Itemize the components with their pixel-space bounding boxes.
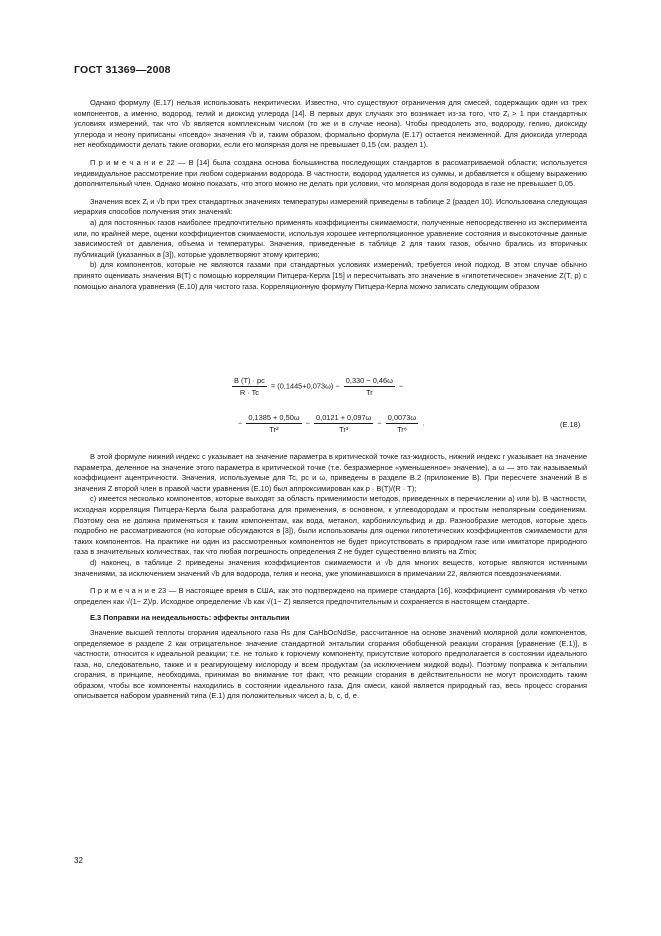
list-item-b: b) для компонентов, которые не являются газами при стандартных условиях измерений, требуется иной подход. В этом случае обычно принято оценивать значения B(T) с помощью корреляции Питцера-Керла [15] и пересчитывать это значение в «гипотетическое» значение Z(T, p) с помощью аналога уравнения (Е.10) для чистого газа. Корреляционную формулу Питцера-Керла можно записать следующим образом [74, 260, 587, 291]
list-item-a: а) для постоянных газов наиболее предпочтительно применять коэффициенты сжимаемости, полученные непосредственно из эксперимента или, по крайней мере, оценки коэффициентов сжимаемости, используя хорошее интерполяционное уравнение состояния и высокоточные данные зависимостей от давления, объема и температуры. Значения, приведенные в таблице 2 для таких газов, обычно брались из вторичных публикаций (указанных в [3]), которые удовлетворяют этому критерию; [74, 217, 587, 259]
fraction-term2: $\frac{0,330 - 0,46\omega}{Tr}$ [345, 376, 393, 397]
paragraph-formula-limits: Однако формулу (Е.17) нельзя использовать некритически. Известно, что существуют ограничения для смесей, содержащих один из трех компонентов, а именно, водород, гелий и диоксид углерода [14]. В первых двух случаях это возникает из-за того, что Zⱼ > 1 при стандартных условиях измерений, так что √b является комплексным числом (то же и в случае неона). Чтобы преодолеть это, водороду, гелию, диоксиду углерода и неону приписаны «псевдо» значения √b и, таким образом, формально формула (Е.17) остается неизменной. Для диоксида углерода нет необходимости делать такие оговорки, если его молярная доля не превышает 0,15 (см. раздел 1). [74, 98, 587, 150]
note-22: П р и м е ч а н и е 22 — В [14] была создана основа большинства последующих стандартов в рассматриваемой области; используется индивидуальное рассмотрение при любом содержании водорода. В частности, водород удаляется из суммы, и добавляется к общему выражению дополнительный член. Однако можно показать, что этого можно не делать при условии, что молярная доля водорода в газе не превышает 0,05. [74, 157, 587, 189]
formula-e18-line1: $\frac{B (T) \cdot pc}{R \cdot Tc}$ = (0,1445+0,073ω) − $\frac{0,330 - 0,46\omega}{Tr}$ − [234, 376, 404, 397]
list-item-c: с) имеется несколько компонентов, которые выходят за область применимости методов, приведенных в перечислении а) или b). В частности, исходная корреляция Питцера-Керла была разработана для применения, в основном, к углеводородам и простым неполярным соединениям. Поэтому она не должна применяться к таким компонентам, как вода, метанол, карбонилсульфид и др. Разнообразие методов, которые здесь подробно не рассматриваются (но которые обсуждаются в [3]), были использованы для оценки гипотетических коэффициентов сжимаемости для таких компонентов. На практике ни один из рассмотренных компонентов не будет присутствовать в природном газе или имитаторе природного газа в значительных количествах, так что любая погрешность определения Z не будет существенно влиять на Zmix; [74, 494, 587, 557]
note-23: П р и м е ч а н и е 23 — В настоящее время в США, как это подтверждено на примере стандарта [16], коэффициент суммирования √b четко определен как √(1− Z)/p. Исходное определение √b как √(1− Z) является предпочтительным и сохраняется в настоящем стандарте. [74, 586, 587, 606]
body-block-2 [74, 452, 587, 702]
body-block-1 [74, 98, 587, 292]
fraction-term5: $\frac{0,0073\omega}{\text{Tr⁸}}$ [387, 413, 417, 434]
equation-number: (Е.18) [560, 420, 581, 429]
page-header: ГОСТ 31369—2008 [74, 64, 171, 76]
fraction-term4: $\frac{0,0121 + 0,097\omega}{\text{Tr³}}$ [316, 413, 372, 434]
list-item-d: d) наконец, в таблице 2 приведены значения коэффициентов сжимаемости и √b для многих веществ, которые являются истинными значениями, за исключением значений √b для водорода, гелия и неона, уже упоминавшихся в примечании 22, являются псевдозначениями. [74, 557, 587, 578]
fraction-b-pc: $\frac{B (T) \cdot pc}{R \cdot Tc}$ [234, 376, 265, 397]
paragraph-formula-explanation: В этой формуле нижний индекс c указывает на значение параметра в критической точке газ-жидкость, нижний индекс r указывает на значение параметра, деленное на значение этого параметра в критической точке (т.е. безразмерное «уменьшенное» значение), а ω — это так называемый коэффициент ацентричности. Значения, используемые для Tc, pc и ω, приведены в разделе В.2 (приложение В). При пересчете значений B в значения Z второй член в правой части уравнения (Е.10) был аппроксимирован как p · B(T)/(R · T); [74, 452, 587, 493]
section-heading-e3: Е.3 Поправки на неидеальность: эффекты энтальпии [90, 613, 290, 623]
formula-e18-line2: − $\frac{0,1385 + 0,50\omega}{\text{Tr²}}$ − $\frac{0,0121 + 0,097\omega}{\text{Tr³}}$ − $\frac{0,0073\omega}{\text{Tr⁸}}$ . [238, 413, 425, 434]
paragraph-values-intro: Значения всех Zⱼ и √b при трех стандартных значениях температуры измерений приведены в таблице 2 (раздел 10). Использована следующая иерархия способов получения этих значений: [74, 196, 587, 217]
fraction-term3: $\frac{0,1385 + 0,50\omega}{\text{Tr²}}$ [248, 413, 300, 434]
page-number: 32 [74, 856, 83, 865]
paragraph-enthalpy: Значение высшей теплоты сгорания идеального газа H̄s для CaHbOcNdSe, рассчитанное на основе значений молярной доли компонентов, определяемое в разделе 2 как отрицательное значение стандартной энтальпии сгорания обобщенной реакции сгорания [уравнение (Е.1)], в частности, относится к идеальной реакции; т.е. не только к горючему компоненту, присутствие которого предполагается в состоянии идеального газа, но, следовательно, также и к реагирующему кислороду и всем продуктам (за исключением жидкой воды). Поэтому поправка к энтальпии сгорания, в принципе, необходима, принимая во внимание тот факт, что реакции сгорания в действительности не могут происходить таким образом, чтобы все компоненты находились в состоянии идеального газа. Для смеси, какой является природный газ, весь процесс сгорания описывается набором уравнений типа (Е.1) для положительных чисел a, b, c, d, e. [74, 627, 587, 701]
